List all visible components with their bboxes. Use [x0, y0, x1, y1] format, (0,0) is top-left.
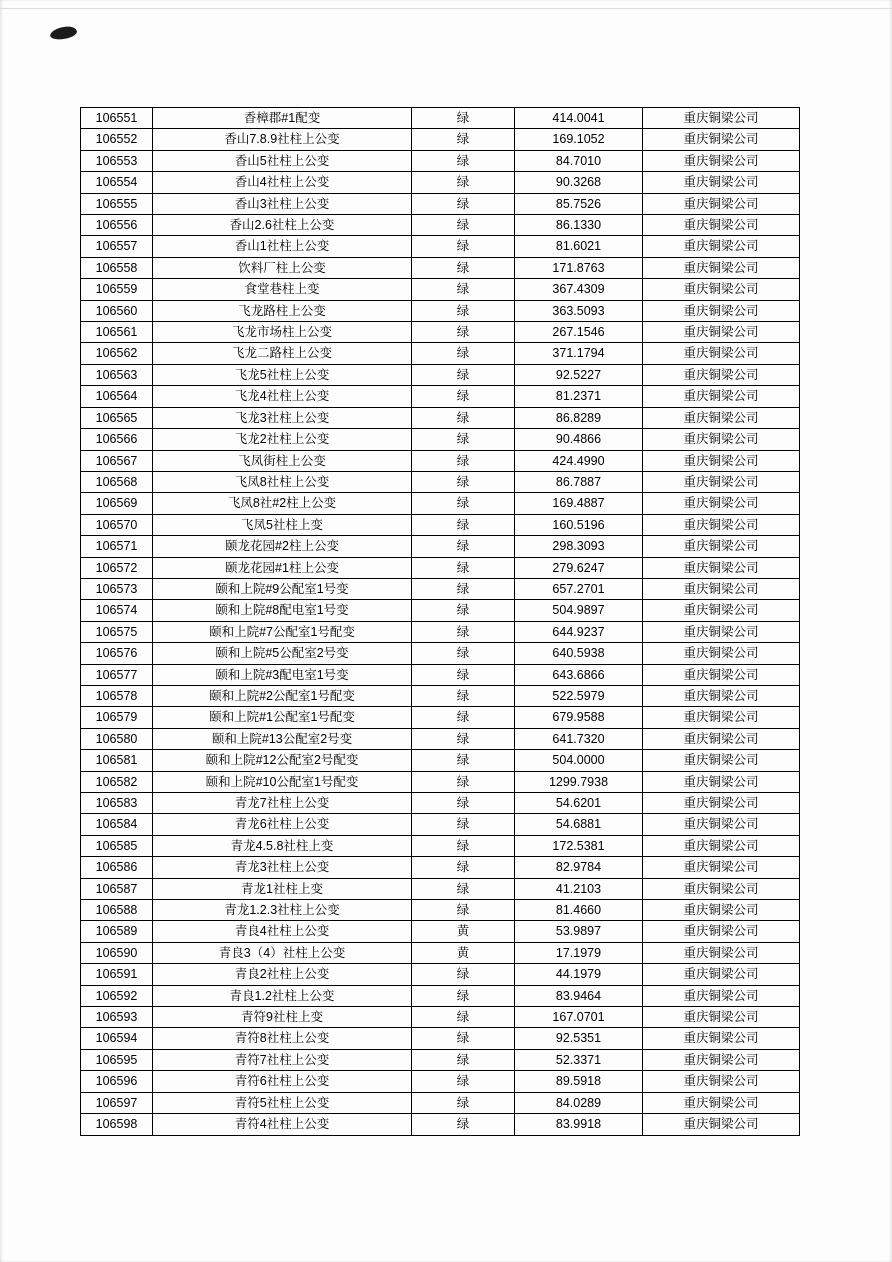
cell-company: 重庆铜梁公司 — [643, 279, 800, 300]
cell-status: 绿 — [412, 1071, 515, 1092]
cell-value: 643.6866 — [515, 664, 643, 685]
cell-status: 绿 — [412, 108, 515, 129]
cell-company: 重庆铜梁公司 — [643, 322, 800, 343]
cell-id: 106591 — [81, 964, 153, 985]
cell-company: 重庆铜梁公司 — [643, 664, 800, 685]
cell-company: 重庆铜梁公司 — [643, 707, 800, 728]
cell-id: 106583 — [81, 793, 153, 814]
cell-name: 飞凤8社柱上公变 — [153, 471, 412, 492]
scan-artifact-line — [0, 8, 892, 9]
cell-company: 重庆铜梁公司 — [643, 900, 800, 921]
cell-status: 绿 — [412, 600, 515, 621]
cell-status: 绿 — [412, 1028, 515, 1049]
cell-company: 重庆铜梁公司 — [643, 771, 800, 792]
table-row — [81, 621, 800, 642]
table-row — [81, 172, 800, 193]
cell-id: 106579 — [81, 707, 153, 728]
cell-id: 106592 — [81, 985, 153, 1006]
cell-value: 53.9897 — [515, 921, 643, 942]
table-row — [81, 600, 800, 621]
cell-value: 640.5938 — [515, 643, 643, 664]
cell-company: 重庆铜梁公司 — [643, 1007, 800, 1028]
cell-status: 绿 — [412, 450, 515, 471]
cell-value: 17.1979 — [515, 942, 643, 963]
cell-value: 82.9784 — [515, 857, 643, 878]
cell-company: 重庆铜梁公司 — [643, 942, 800, 963]
cell-status: 绿 — [412, 557, 515, 578]
cell-value: 414.0041 — [515, 108, 643, 129]
cell-id: 106593 — [81, 1007, 153, 1028]
cell-value: 81.2371 — [515, 386, 643, 407]
cell-value: 504.0000 — [515, 750, 643, 771]
cell-name: 颐和上院#5公配室2号变 — [153, 643, 412, 664]
table-row — [81, 814, 800, 835]
cell-company: 重庆铜梁公司 — [643, 429, 800, 450]
cell-status: 绿 — [412, 236, 515, 257]
cell-value: 1299.7938 — [515, 771, 643, 792]
cell-id: 106560 — [81, 300, 153, 321]
cell-name: 颐和上院#12公配室2号配变 — [153, 750, 412, 771]
cell-name: 颐和上院#1公配室1号配变 — [153, 707, 412, 728]
cell-name: 颐和上院#2公配室1号配变 — [153, 685, 412, 706]
cell-status: 绿 — [412, 1092, 515, 1113]
table-row — [81, 236, 800, 257]
cell-status: 绿 — [412, 728, 515, 749]
cell-company: 重庆铜梁公司 — [643, 257, 800, 278]
cell-id: 106597 — [81, 1092, 153, 1113]
cell-status: 绿 — [412, 279, 515, 300]
cell-status: 绿 — [412, 150, 515, 171]
cell-company: 重庆铜梁公司 — [643, 407, 800, 428]
cell-status: 黄 — [412, 921, 515, 942]
cell-status: 绿 — [412, 407, 515, 428]
table-row — [81, 878, 800, 899]
cell-name: 颐龙花园#1柱上公变 — [153, 557, 412, 578]
cell-id: 106562 — [81, 343, 153, 364]
cell-value: 54.6881 — [515, 814, 643, 835]
cell-id: 106584 — [81, 814, 153, 835]
cell-status: 绿 — [412, 771, 515, 792]
cell-company: 重庆铜梁公司 — [643, 728, 800, 749]
cell-company: 重庆铜梁公司 — [643, 1114, 800, 1135]
table-row — [81, 578, 800, 599]
cell-id: 106575 — [81, 621, 153, 642]
cell-status: 黄 — [412, 942, 515, 963]
cell-value: 279.6247 — [515, 557, 643, 578]
cell-value: 92.5227 — [515, 364, 643, 385]
cell-status: 绿 — [412, 750, 515, 771]
cell-value: 267.1546 — [515, 322, 643, 343]
cell-name: 青良1.2社柱上公变 — [153, 985, 412, 1006]
cell-company: 重庆铜梁公司 — [643, 364, 800, 385]
cell-status: 绿 — [412, 300, 515, 321]
cell-status: 绿 — [412, 643, 515, 664]
cell-name: 青符8社柱上公变 — [153, 1028, 412, 1049]
cell-name: 香山2.6社柱上公变 — [153, 215, 412, 236]
cell-status: 绿 — [412, 878, 515, 899]
scan-artifact-mark — [49, 25, 77, 40]
cell-company: 重庆铜梁公司 — [643, 300, 800, 321]
cell-id: 106557 — [81, 236, 153, 257]
cell-id: 106573 — [81, 578, 153, 599]
cell-value: 167.0701 — [515, 1007, 643, 1028]
cell-id: 106552 — [81, 129, 153, 150]
table-row — [81, 322, 800, 343]
cell-value: 641.7320 — [515, 728, 643, 749]
cell-value: 86.7887 — [515, 471, 643, 492]
cell-id: 106553 — [81, 150, 153, 171]
cell-id: 106565 — [81, 407, 153, 428]
cell-name: 青符6社柱上公变 — [153, 1071, 412, 1092]
cell-company: 重庆铜梁公司 — [643, 450, 800, 471]
cell-status: 绿 — [412, 514, 515, 535]
cell-id: 106554 — [81, 172, 153, 193]
cell-company: 重庆铜梁公司 — [643, 215, 800, 236]
cell-company: 重庆铜梁公司 — [643, 1071, 800, 1092]
cell-status: 绿 — [412, 193, 515, 214]
cell-name: 饮料厂柱上公变 — [153, 257, 412, 278]
cell-id: 106568 — [81, 471, 153, 492]
cell-company: 重庆铜梁公司 — [643, 193, 800, 214]
cell-name: 颐和上院#3配电室1号变 — [153, 664, 412, 685]
cell-name: 香山1社柱上公变 — [153, 236, 412, 257]
cell-name: 青龙1.2.3社柱上公变 — [153, 900, 412, 921]
table-row — [81, 150, 800, 171]
cell-name: 飞凤街柱上公变 — [153, 450, 412, 471]
cell-value: 169.1052 — [515, 129, 643, 150]
cell-company: 重庆铜梁公司 — [643, 471, 800, 492]
cell-value: 81.6021 — [515, 236, 643, 257]
cell-value: 169.4887 — [515, 493, 643, 514]
cell-company: 重庆铜梁公司 — [643, 129, 800, 150]
cell-status: 绿 — [412, 471, 515, 492]
cell-status: 绿 — [412, 364, 515, 385]
cell-name: 飞龙3社柱上公变 — [153, 407, 412, 428]
cell-value: 367.4309 — [515, 279, 643, 300]
cell-status: 绿 — [412, 536, 515, 557]
cell-name: 香山5社柱上公变 — [153, 150, 412, 171]
cell-value: 44.1979 — [515, 964, 643, 985]
cell-value: 90.4866 — [515, 429, 643, 450]
table-row — [81, 1071, 800, 1092]
cell-id: 106555 — [81, 193, 153, 214]
cell-status: 绿 — [412, 835, 515, 856]
cell-value: 84.7010 — [515, 150, 643, 171]
cell-status: 绿 — [412, 857, 515, 878]
cell-name: 香山4社柱上公变 — [153, 172, 412, 193]
cell-id: 106595 — [81, 1049, 153, 1070]
cell-value: 424.4990 — [515, 450, 643, 471]
table-row — [81, 857, 800, 878]
cell-id: 106594 — [81, 1028, 153, 1049]
table-row — [81, 279, 800, 300]
table-row — [81, 985, 800, 1006]
cell-value: 89.5918 — [515, 1071, 643, 1092]
cell-id: 106563 — [81, 364, 153, 385]
cell-id: 106567 — [81, 450, 153, 471]
cell-value: 90.3268 — [515, 172, 643, 193]
cell-id: 106581 — [81, 750, 153, 771]
cell-value: 84.0289 — [515, 1092, 643, 1113]
cell-company: 重庆铜梁公司 — [643, 621, 800, 642]
cell-id: 106559 — [81, 279, 153, 300]
table-row — [81, 1007, 800, 1028]
cell-name: 青龙3社柱上公变 — [153, 857, 412, 878]
cell-name: 飞龙4社柱上公变 — [153, 386, 412, 407]
cell-name: 青良4社柱上公变 — [153, 921, 412, 942]
table-row — [81, 471, 800, 492]
cell-status: 绿 — [412, 386, 515, 407]
table-row — [81, 771, 800, 792]
cell-value: 54.6201 — [515, 793, 643, 814]
cell-value: 679.9588 — [515, 707, 643, 728]
table-row — [81, 257, 800, 278]
cell-id: 106556 — [81, 215, 153, 236]
cell-name: 青龙4.5.8社柱上变 — [153, 835, 412, 856]
cell-name: 青龙6社柱上公变 — [153, 814, 412, 835]
cell-status: 绿 — [412, 1049, 515, 1070]
cell-status: 绿 — [412, 964, 515, 985]
cell-status: 绿 — [412, 814, 515, 835]
table-row — [81, 942, 800, 963]
cell-value: 522.5979 — [515, 685, 643, 706]
table-row — [81, 129, 800, 150]
cell-status: 绿 — [412, 429, 515, 450]
cell-company: 重庆铜梁公司 — [643, 964, 800, 985]
table-row — [81, 835, 800, 856]
cell-id: 106598 — [81, 1114, 153, 1135]
table-row — [81, 429, 800, 450]
cell-id: 106578 — [81, 685, 153, 706]
cell-id: 106577 — [81, 664, 153, 685]
cell-id: 106588 — [81, 900, 153, 921]
cell-value: 172.5381 — [515, 835, 643, 856]
cell-company: 重庆铜梁公司 — [643, 835, 800, 856]
table-row — [81, 793, 800, 814]
cell-name: 飞龙市场柱上公变 — [153, 322, 412, 343]
table-row — [81, 664, 800, 685]
cell-company: 重庆铜梁公司 — [643, 108, 800, 129]
cell-company: 重庆铜梁公司 — [643, 857, 800, 878]
cell-value: 160.5196 — [515, 514, 643, 535]
table-row — [81, 108, 800, 129]
table-row — [81, 493, 800, 514]
cell-value: 83.9464 — [515, 985, 643, 1006]
cell-name: 颐和上院#9公配室1号变 — [153, 578, 412, 599]
cell-name: 青龙7社柱上公变 — [153, 793, 412, 814]
cell-company: 重庆铜梁公司 — [643, 578, 800, 599]
table-row — [81, 900, 800, 921]
cell-name: 飞凤8社#2柱上公变 — [153, 493, 412, 514]
cell-company: 重庆铜梁公司 — [643, 685, 800, 706]
table-row — [81, 921, 800, 942]
cell-value: 657.2701 — [515, 578, 643, 599]
cell-status: 绿 — [412, 129, 515, 150]
cell-name: 青符5社柱上公变 — [153, 1092, 412, 1113]
table-row — [81, 1092, 800, 1113]
cell-name: 颐和上院#13公配室2号变 — [153, 728, 412, 749]
cell-id: 106574 — [81, 600, 153, 621]
table-row — [81, 364, 800, 385]
cell-status: 绿 — [412, 493, 515, 514]
cell-id: 106571 — [81, 536, 153, 557]
cell-name: 食堂巷柱上变 — [153, 279, 412, 300]
cell-id: 106558 — [81, 257, 153, 278]
table-row — [81, 536, 800, 557]
cell-id: 106596 — [81, 1071, 153, 1092]
cell-company: 重庆铜梁公司 — [643, 150, 800, 171]
cell-name: 香山7.8.9社柱上公变 — [153, 129, 412, 150]
cell-name: 香樟郡#1配变 — [153, 108, 412, 129]
cell-name: 颐和上院#10公配室1号配变 — [153, 771, 412, 792]
cell-name: 青良3（4）社柱上公变 — [153, 942, 412, 963]
cell-name: 香山3社柱上公变 — [153, 193, 412, 214]
cell-id: 106566 — [81, 429, 153, 450]
cell-status: 绿 — [412, 578, 515, 599]
cell-company: 重庆铜梁公司 — [643, 1049, 800, 1070]
cell-value: 81.4660 — [515, 900, 643, 921]
cell-status: 绿 — [412, 985, 515, 1006]
cell-status: 绿 — [412, 793, 515, 814]
cell-id: 106576 — [81, 643, 153, 664]
cell-company: 重庆铜梁公司 — [643, 878, 800, 899]
cell-status: 绿 — [412, 900, 515, 921]
cell-status: 绿 — [412, 1114, 515, 1135]
cell-name: 颐和上院#8配电室1号变 — [153, 600, 412, 621]
cell-id: 106572 — [81, 557, 153, 578]
cell-value: 92.5351 — [515, 1028, 643, 1049]
cell-id: 106570 — [81, 514, 153, 535]
cell-status: 绿 — [412, 1007, 515, 1028]
cell-value: 41.2103 — [515, 878, 643, 899]
cell-name: 颐龙花园#2柱上公变 — [153, 536, 412, 557]
cell-value: 504.9897 — [515, 600, 643, 621]
cell-id: 106569 — [81, 493, 153, 514]
table-row — [81, 1049, 800, 1070]
table-row — [81, 1114, 800, 1135]
cell-value: 85.7526 — [515, 193, 643, 214]
cell-name: 飞龙路柱上公变 — [153, 300, 412, 321]
table-row — [81, 685, 800, 706]
table-row — [81, 643, 800, 664]
table-row — [81, 215, 800, 236]
cell-id: 106551 — [81, 108, 153, 129]
cell-value: 298.3093 — [515, 536, 643, 557]
cell-name: 飞龙2社柱上公变 — [153, 429, 412, 450]
cell-company: 重庆铜梁公司 — [643, 536, 800, 557]
transformer-table — [80, 107, 800, 1136]
cell-id: 106582 — [81, 771, 153, 792]
cell-company: 重庆铜梁公司 — [643, 985, 800, 1006]
table-row — [81, 386, 800, 407]
cell-company: 重庆铜梁公司 — [643, 386, 800, 407]
table-row — [81, 1028, 800, 1049]
table-row — [81, 300, 800, 321]
cell-name: 青符9社柱上变 — [153, 1007, 412, 1028]
table-row — [81, 557, 800, 578]
cell-value: 171.8763 — [515, 257, 643, 278]
cell-id: 106589 — [81, 921, 153, 942]
cell-status: 绿 — [412, 685, 515, 706]
cell-status: 绿 — [412, 215, 515, 236]
cell-status: 绿 — [412, 707, 515, 728]
table-row — [81, 750, 800, 771]
cell-id: 106564 — [81, 386, 153, 407]
cell-company: 重庆铜梁公司 — [643, 793, 800, 814]
cell-id: 106580 — [81, 728, 153, 749]
table-row — [81, 407, 800, 428]
cell-company: 重庆铜梁公司 — [643, 814, 800, 835]
cell-company: 重庆铜梁公司 — [643, 557, 800, 578]
cell-status: 绿 — [412, 322, 515, 343]
cell-status: 绿 — [412, 664, 515, 685]
cell-name: 飞龙5社柱上公变 — [153, 364, 412, 385]
cell-company: 重庆铜梁公司 — [643, 600, 800, 621]
cell-value: 363.5093 — [515, 300, 643, 321]
cell-name: 飞龙二路柱上公变 — [153, 343, 412, 364]
table-row — [81, 450, 800, 471]
table-row — [81, 514, 800, 535]
cell-company: 重庆铜梁公司 — [643, 921, 800, 942]
cell-value: 371.1794 — [515, 343, 643, 364]
table-row — [81, 728, 800, 749]
table-row — [81, 964, 800, 985]
cell-company: 重庆铜梁公司 — [643, 1092, 800, 1113]
table-row — [81, 193, 800, 214]
cell-value: 86.8289 — [515, 407, 643, 428]
table-row — [81, 343, 800, 364]
cell-status: 绿 — [412, 257, 515, 278]
cell-company: 重庆铜梁公司 — [643, 750, 800, 771]
table-body — [81, 108, 800, 1136]
cell-id: 106561 — [81, 322, 153, 343]
cell-status: 绿 — [412, 172, 515, 193]
cell-company: 重庆铜梁公司 — [643, 343, 800, 364]
cell-company: 重庆铜梁公司 — [643, 493, 800, 514]
cell-id: 106586 — [81, 857, 153, 878]
cell-company: 重庆铜梁公司 — [643, 172, 800, 193]
cell-company: 重庆铜梁公司 — [643, 1028, 800, 1049]
cell-name: 青符7社柱上公变 — [153, 1049, 412, 1070]
cell-status: 绿 — [412, 621, 515, 642]
table-row — [81, 707, 800, 728]
cell-value: 52.3371 — [515, 1049, 643, 1070]
cell-name: 颐和上院#7公配室1号配变 — [153, 621, 412, 642]
cell-name: 青良2社柱上公变 — [153, 964, 412, 985]
cell-company: 重庆铜梁公司 — [643, 514, 800, 535]
cell-value: 644.9237 — [515, 621, 643, 642]
cell-status: 绿 — [412, 343, 515, 364]
cell-id: 106590 — [81, 942, 153, 963]
cell-value: 83.9918 — [515, 1114, 643, 1135]
cell-company: 重庆铜梁公司 — [643, 643, 800, 664]
cell-value: 86.1330 — [515, 215, 643, 236]
cell-name: 青龙1社柱上变 — [153, 878, 412, 899]
cell-name: 飞凤5社柱上变 — [153, 514, 412, 535]
cell-id: 106587 — [81, 878, 153, 899]
cell-id: 106585 — [81, 835, 153, 856]
cell-company: 重庆铜梁公司 — [643, 236, 800, 257]
cell-name: 青符4社柱上公变 — [153, 1114, 412, 1135]
